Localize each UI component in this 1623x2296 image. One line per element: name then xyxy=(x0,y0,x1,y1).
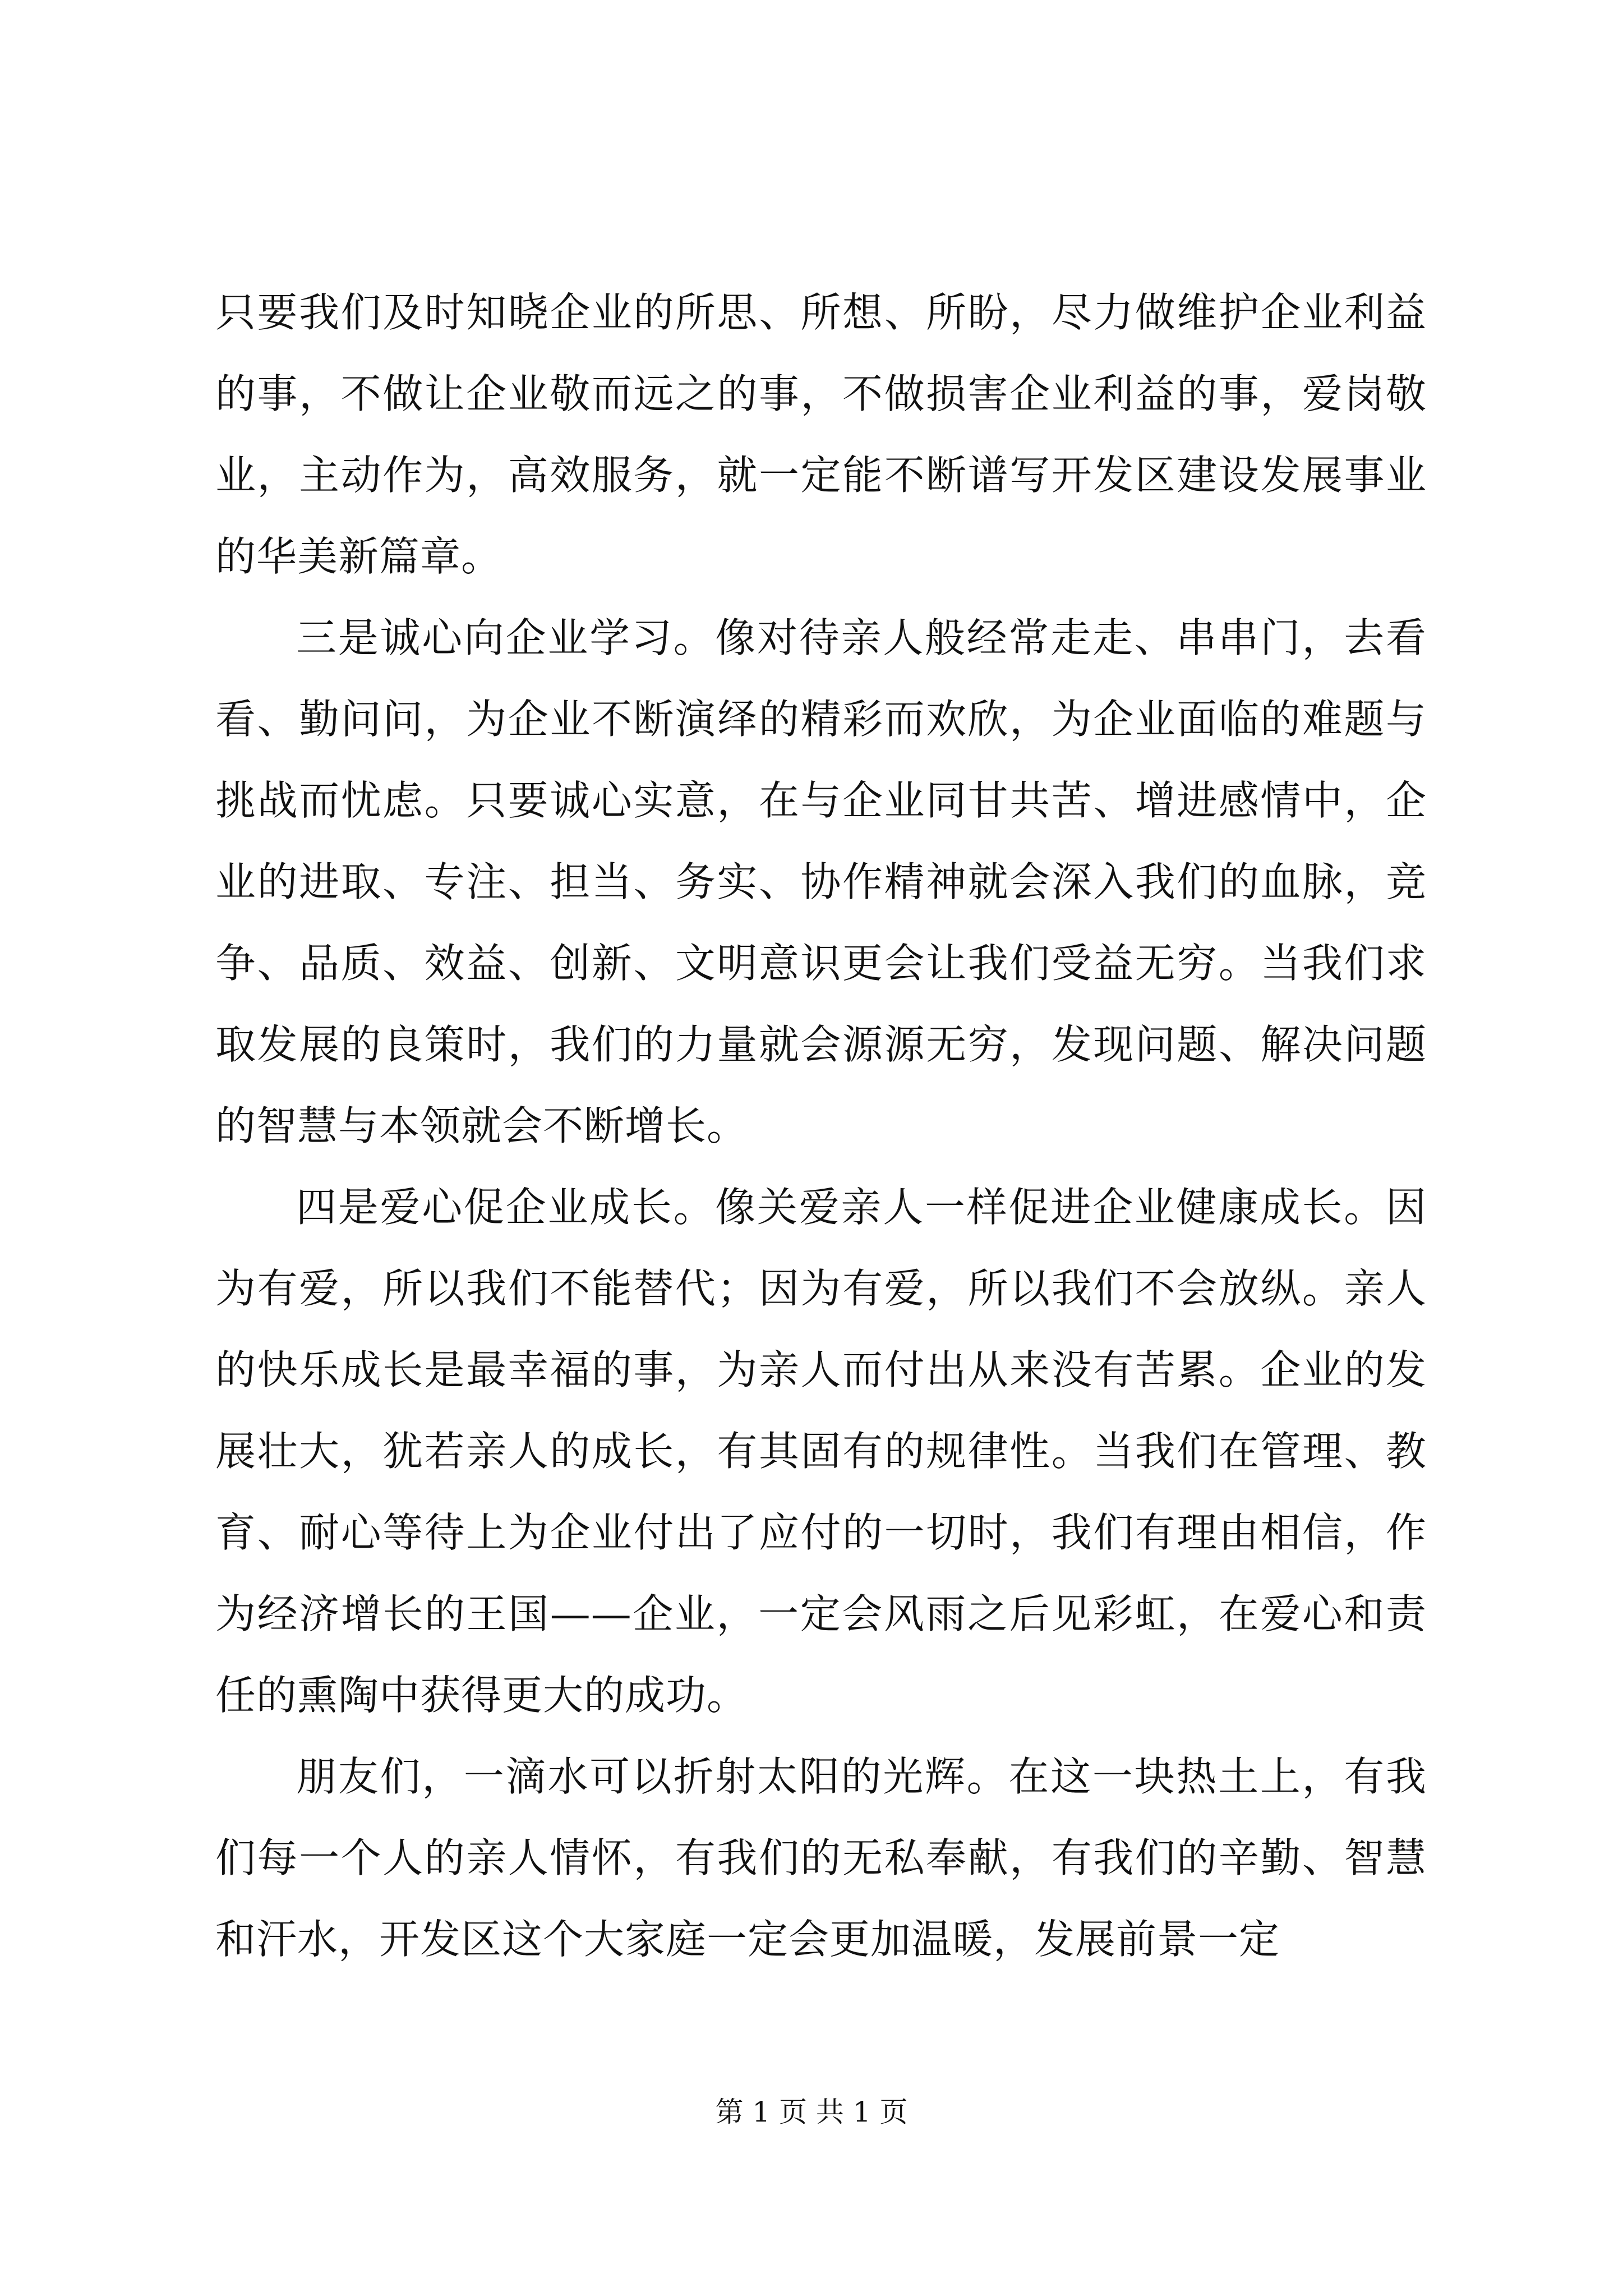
paragraph-sincerity: 三是诚心向企业学习。像对待亲人般经常走走、串串门，去看看、勤问问，为企业不断演绎的精彩而欢欣，为企业面临的难题与挑战而忧虑。只要诚心实意，在与企业同甘共苦、增进感情中，企业的进取、专注、担当、务实、协作精神就会深入我们的血脉，竞争、品质、效益、创新、文明意识更会让我们受益无穷。当我们求取发展的良策时，我们的力量就会源源无穷，发现问题、解决问题的智慧与本领就会不断增长。 xyxy=(215,614,1427,1149)
document-body xyxy=(215,272,1427,1980)
paragraph-love: 四是爱心促企业成长。像关爱亲人一样促进企业健康成长。因为有爱，所以我们不能替代；因为有爱，所以我们不会放纵。亲人的快乐成长是最幸福的事，为亲人而付出从来没有苦累。企业的发展壮大，犹若亲人的成长，有其固有的规律性。当我们在管理、教育、耐心等待上为企业付出了应付的一切时，我们有理由相信，作为经济增长的王国——企业，一定会风雨之后见彩虹，在爱心和责任的熏陶中获得更大的成功。 xyxy=(215,1184,1427,1719)
paragraph-friends: 朋友们，一滴水可以折射太阳的光辉。在这一块热土上，有我们每一个人的亲人情怀，有我们的无私奉献，有我们的辛勤、智慧和汗水，开发区这个大家庭一定会更加温暖，发展前景一定 xyxy=(215,1753,1427,1963)
paragraph-continuation: 只要我们及时知晓企业的所思、所想、所盼，尽力做维护企业利益的事，不做让企业敬而远之的事，不做损害企业利益的事，爱岗敬业，主动作为，高效服务，就一定能不断谱写开发区建设发展事业的华美新篇章。 xyxy=(215,289,1427,580)
page-footer: 第 1 页 共 1 页 xyxy=(715,2096,908,2128)
